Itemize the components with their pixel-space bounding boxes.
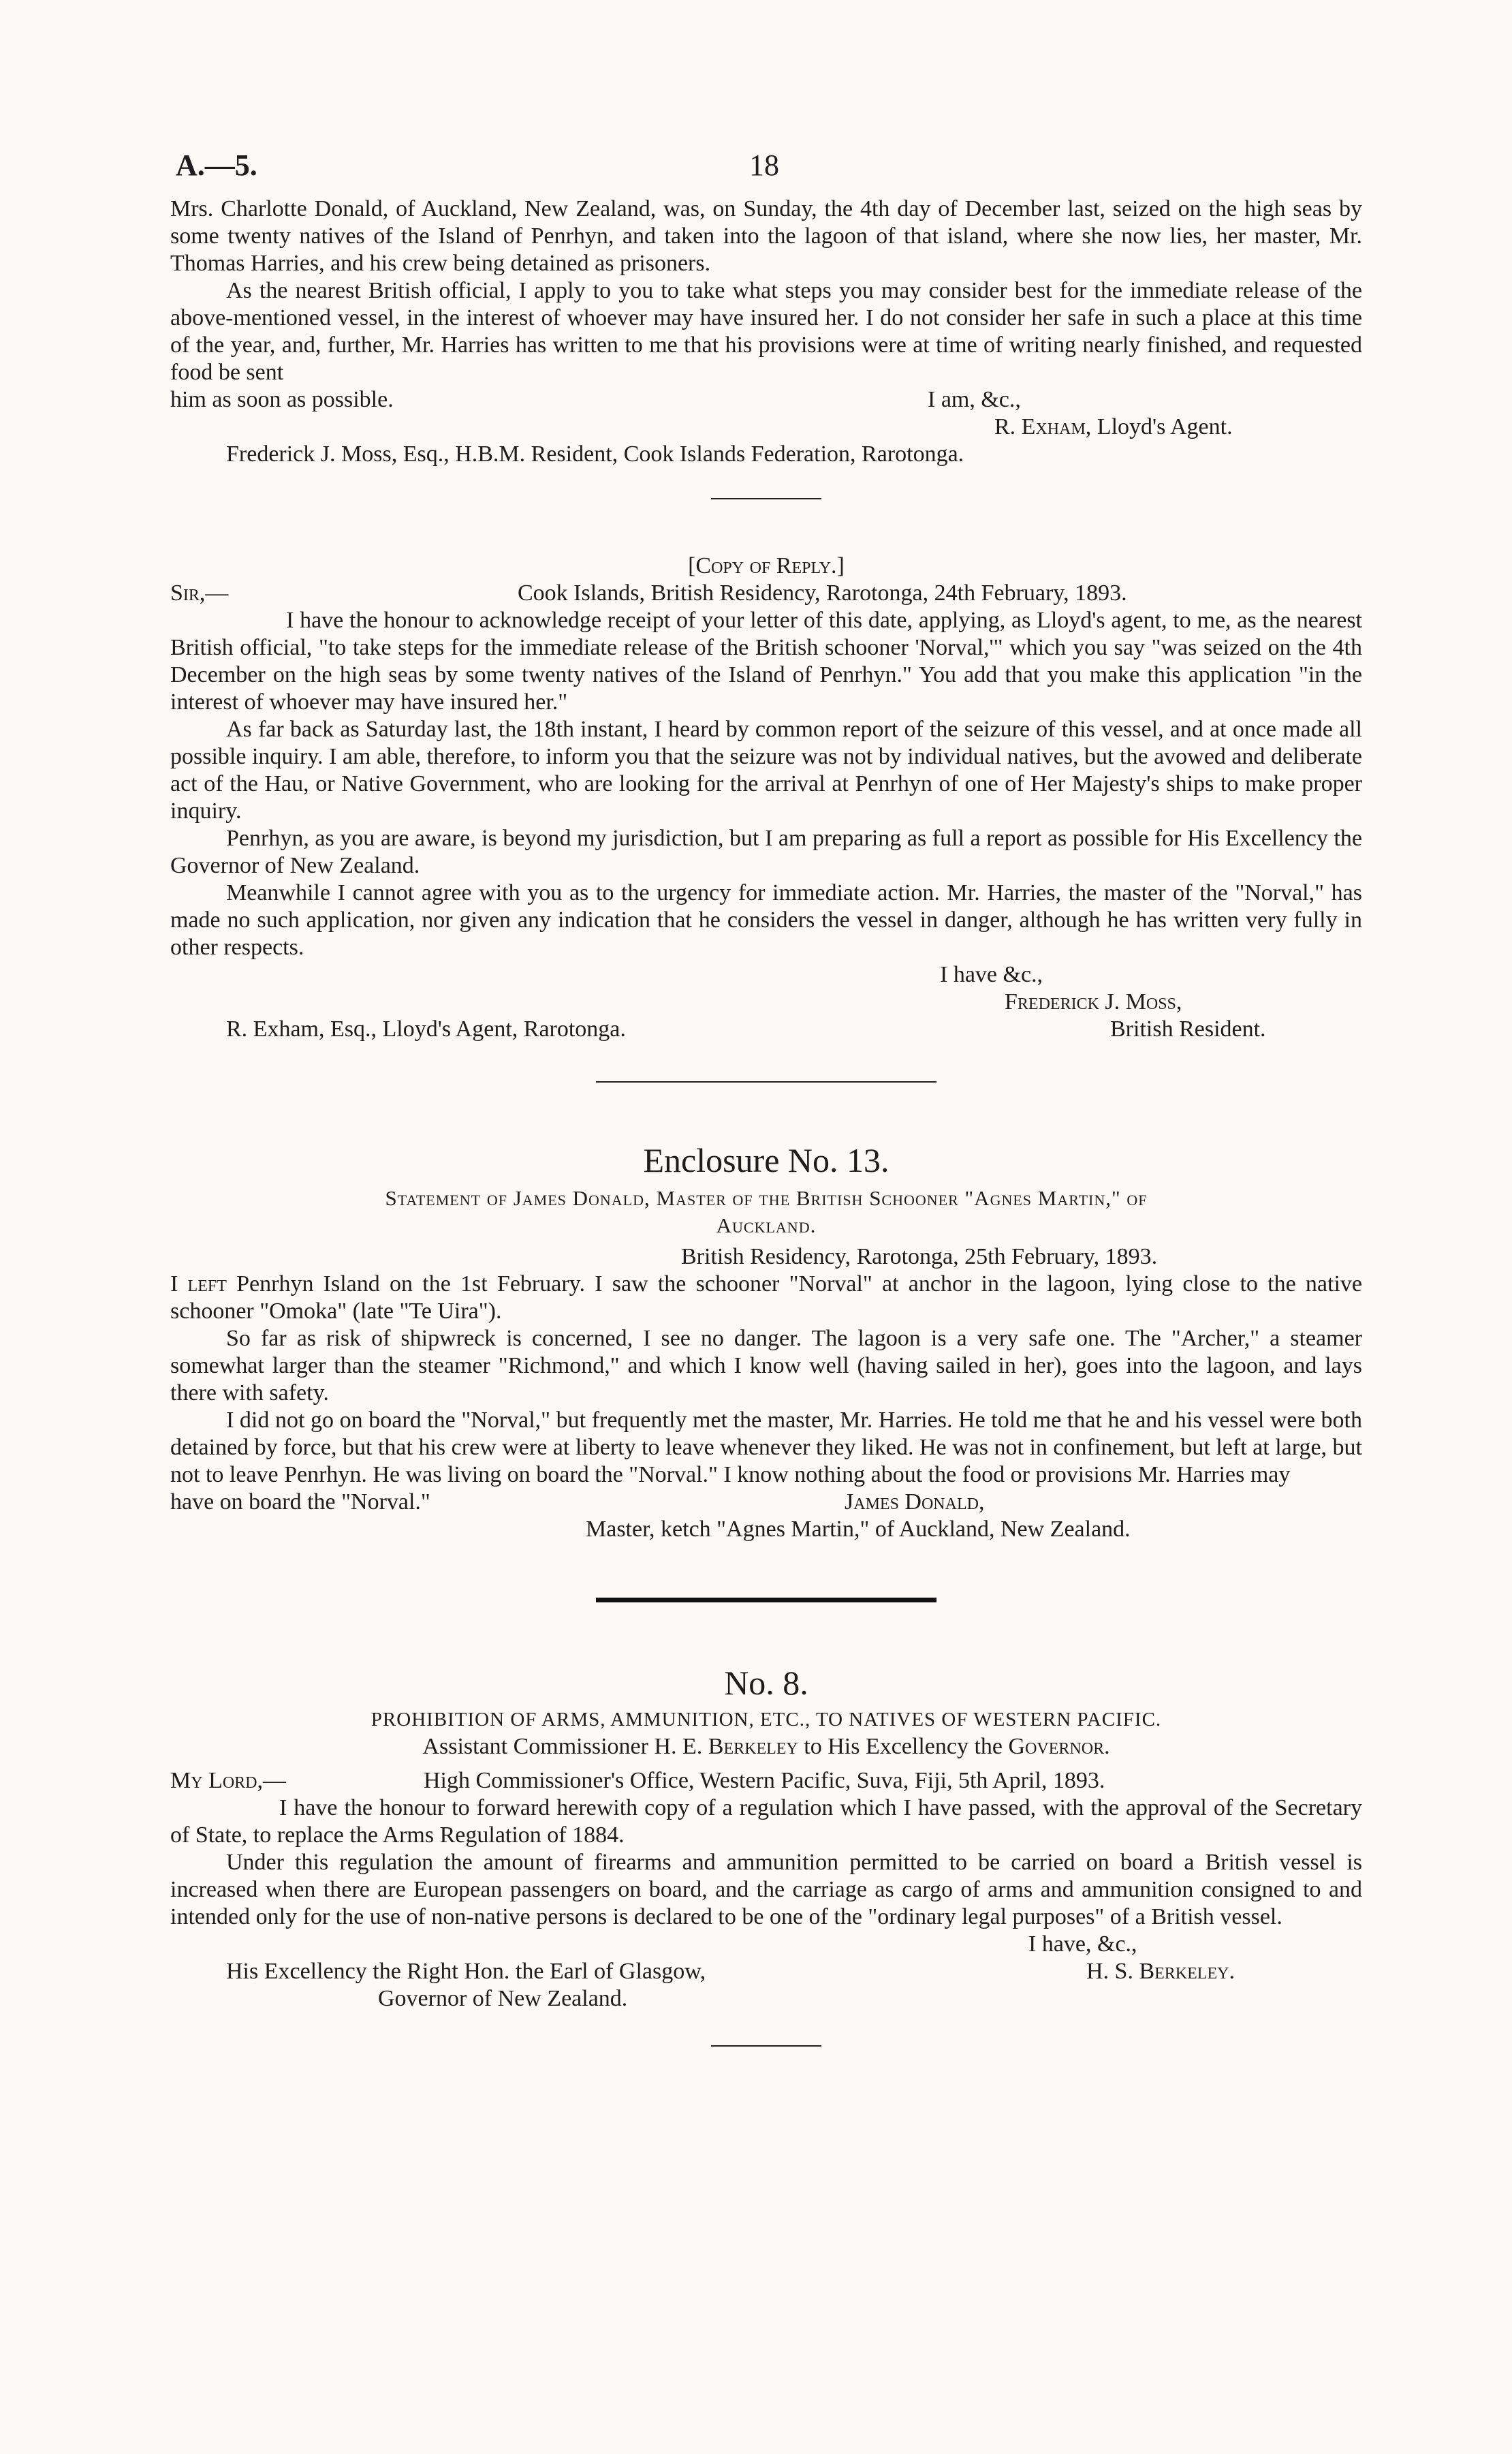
section-no-8 [170, 1662, 1362, 2013]
signature-title: British Resident. [1110, 1016, 1266, 1042]
statement-heading-cont: Auckland. [716, 1213, 817, 1237]
signature-line [170, 414, 1362, 441]
signature-name: Frederick J. Moss, [1005, 989, 1182, 1014]
signature-title: , Lloyd's Agent. [1085, 414, 1233, 439]
paragraph-text: Penrhyn Island on the 1st February. I saw the schooner "Norval" at anchor in the lagoon, lying close to the native schooner "Omoka" (late "Te Uira"). [170, 1271, 1362, 1324]
signature-name: H. S. Berkeley. [1086, 1959, 1235, 1984]
letter-reply [170, 553, 1362, 1043]
paragraph: I have the honour to forward herewith copy of a regulation which I have passed, with the approval of the Secretary of State, to replace the Arms Regulation of 1884. [170, 1795, 1362, 1848]
from-name: Berkeley [708, 1734, 798, 1759]
salutation: My Lord,— [170, 1768, 287, 1793]
dateline: High Commissioner's Office, Western Pacific, Suva, Fiji, 5th April, 1893. [424, 1768, 1105, 1793]
paragraph: So far as risk of shipwreck is concerned, I see no danger. The lagoon is a very safe one. The "Archer," a steamer somewhat larger than the steamer "Richmond," and which I know well (having sailed in her), goes into the lagoon, and lays there with safety. [170, 1326, 1362, 1405]
paragraph: I have the honour to acknowledge receipt of your letter of this date, applying, as Lloyd's agent, to me, as the nearest British official, "to take steps for the immediate release of the British schooner 'Norval,'" which you say "was seized on the 4th December on the high seas by some twenty natives of the Island of Penrhyn." You add that you make this application "in the interest of whoever may have insured her." [170, 608, 1362, 715]
page-header [170, 140, 1362, 196]
paragraph: As far back as Saturday last, the 18th instant, I heard by common report of the seizure of this vessel, and at once made all possible inquiry. I am able, therefore, to inform you that the seizure was not by individual natives, but the avowed and deliberate act of the Hau, or Native Government, who are looking for the arrival at Penrhyn of one of Her Majesty's ships to make proper inquiry. [170, 717, 1362, 824]
paragraph [170, 1271, 1362, 1325]
dateline: British Residency, Rarotonga, 25th February, 1893. [681, 1244, 1158, 1269]
closing-line [170, 386, 1362, 414]
addressee-line [170, 1016, 1362, 1043]
signature-name: R. Exham [994, 414, 1086, 439]
signature-line [170, 1489, 1362, 1516]
paragraph-end: him as soon as possible. [170, 387, 394, 412]
salutation: Sir,— [170, 580, 229, 606]
closing-line [170, 961, 1362, 989]
from-to-mid: to His Excellency the [798, 1734, 1009, 1759]
addressee: His Excellency the Right Hon. the Earl of Glasgow, [226, 1959, 706, 1984]
signature-title: Master, ketch "Agnes Martin," of Auckland, New Zealand. [586, 1517, 1131, 1542]
paragraph: Under this regulation the amount of firearms and ammunition permitted to be carried on board a British vessel is increased when there are European passengers on board, and the carriage as cargo of arms and ammunition consigned to and intended only for the use of non-native persons is declared to be one of the "ordinary legal purposes" of a British vessel. [170, 1850, 1362, 1929]
to-name: Governor [1008, 1734, 1105, 1759]
addressee-line-2 [170, 1985, 1362, 2013]
page-number: 18 [749, 149, 779, 182]
closing: I am, &c., [928, 387, 1021, 412]
letter-exham [170, 196, 1362, 468]
paper-reference: A.—5. [176, 149, 257, 182]
addressee: Frederick J. Moss, Esq., H.B.M. Resident, Cook Islands Federation, Rarotonga. [226, 441, 964, 467]
paragraph: As the nearest British official, I apply to you to take what steps you may consider best for the immediate release of the above-mentioned vessel, in the interest of whoever may have insured her. I do not consider her safe in such a place at this time of the year, and, further, Mr. Harries has written to me that his provisions were at time of writing nearly finished, and requested food be sent [170, 278, 1362, 385]
salutation-line [170, 580, 1362, 607]
paragraph: Mrs. Charlotte Donald, of Auckland, New Zealand, was, on Sunday, the 4th day of December last, seized on the high seas by some twenty natives of the Island of Penrhyn, and taken into the lagoon of that island, where she now lies, her master, Mr. Thomas Harries, and his crew being detained as prisoners. [170, 196, 1362, 276]
addressee: R. Exham, Esq., Lloyd's Agent, Rarotonga. [226, 1016, 626, 1042]
statement-heading: Statement of James Donald, Master of the British Schooner "Agnes Martin," of [385, 1186, 1148, 1210]
addressee-line [170, 1958, 1362, 1985]
enclosure-13 [170, 1140, 1362, 1543]
separator-rule [711, 2045, 821, 2047]
addressee-line [170, 441, 1362, 468]
section-subject: PROHIBITION OF ARMS, AMMUNITION, ETC., TO NATIVES OF WESTERN PACIFIC. [371, 1709, 1162, 1730]
paragraph: I did not go on board the "Norval," but frequently met the master, Mr. Harries. He told me that he and his vessel were both detained by force, but that his crew were at liberty to leave whenever they liked. He was not in confinement, but left at large, but not to leave Penrhyn. He was living on board the "Norval." I know nothing about the food or provisions Mr. Harries may [170, 1408, 1362, 1487]
closing: I have &c., [940, 962, 1043, 987]
from-to-end: . [1104, 1734, 1110, 1759]
dateline-line [170, 1243, 1362, 1271]
section-title: No. 8. [724, 1664, 808, 1702]
reply-heading: [Copy of Reply.] [688, 553, 845, 578]
signature [994, 414, 1233, 441]
section-rule-thick [596, 1598, 936, 1602]
closing-line [170, 1931, 1362, 1958]
paragraph-end: have on board the "Norval." [170, 1489, 430, 1515]
paragraph: Penrhyn, as you are aware, is beyond my jurisdiction, but I am preparing as full a report as possible for His Excellency the Governor of New Zealand. [170, 826, 1362, 878]
addressee-cont: Governor of New Zealand. [378, 1986, 628, 2011]
signature-name: James Donald, [845, 1489, 985, 1515]
enclosure-title: Enclosure No. 13. [643, 1141, 889, 1179]
signature-line [170, 989, 1362, 1016]
paragraph: Meanwhile I cannot agree with you as to the urgency for immediate action. Mr. Harries, the master of the "Norval," has made no such application, nor given any indication that he considers the vessel in danger, although he has written very fully in other respects. [170, 880, 1362, 960]
from-to-prefix: Assistant Commissioner H. E. [422, 1734, 708, 1759]
from-to-line [170, 1733, 1362, 1760]
salutation-line [170, 1767, 1362, 1795]
document-page [170, 140, 1362, 2047]
lead-in: I left [170, 1271, 227, 1296]
signature-title-line [170, 1516, 1362, 1543]
dateline: Cook Islands, British Residency, Rarotonga, 24th February, 1893. [518, 580, 1127, 606]
closing: I have, &c., [1028, 1931, 1137, 1957]
